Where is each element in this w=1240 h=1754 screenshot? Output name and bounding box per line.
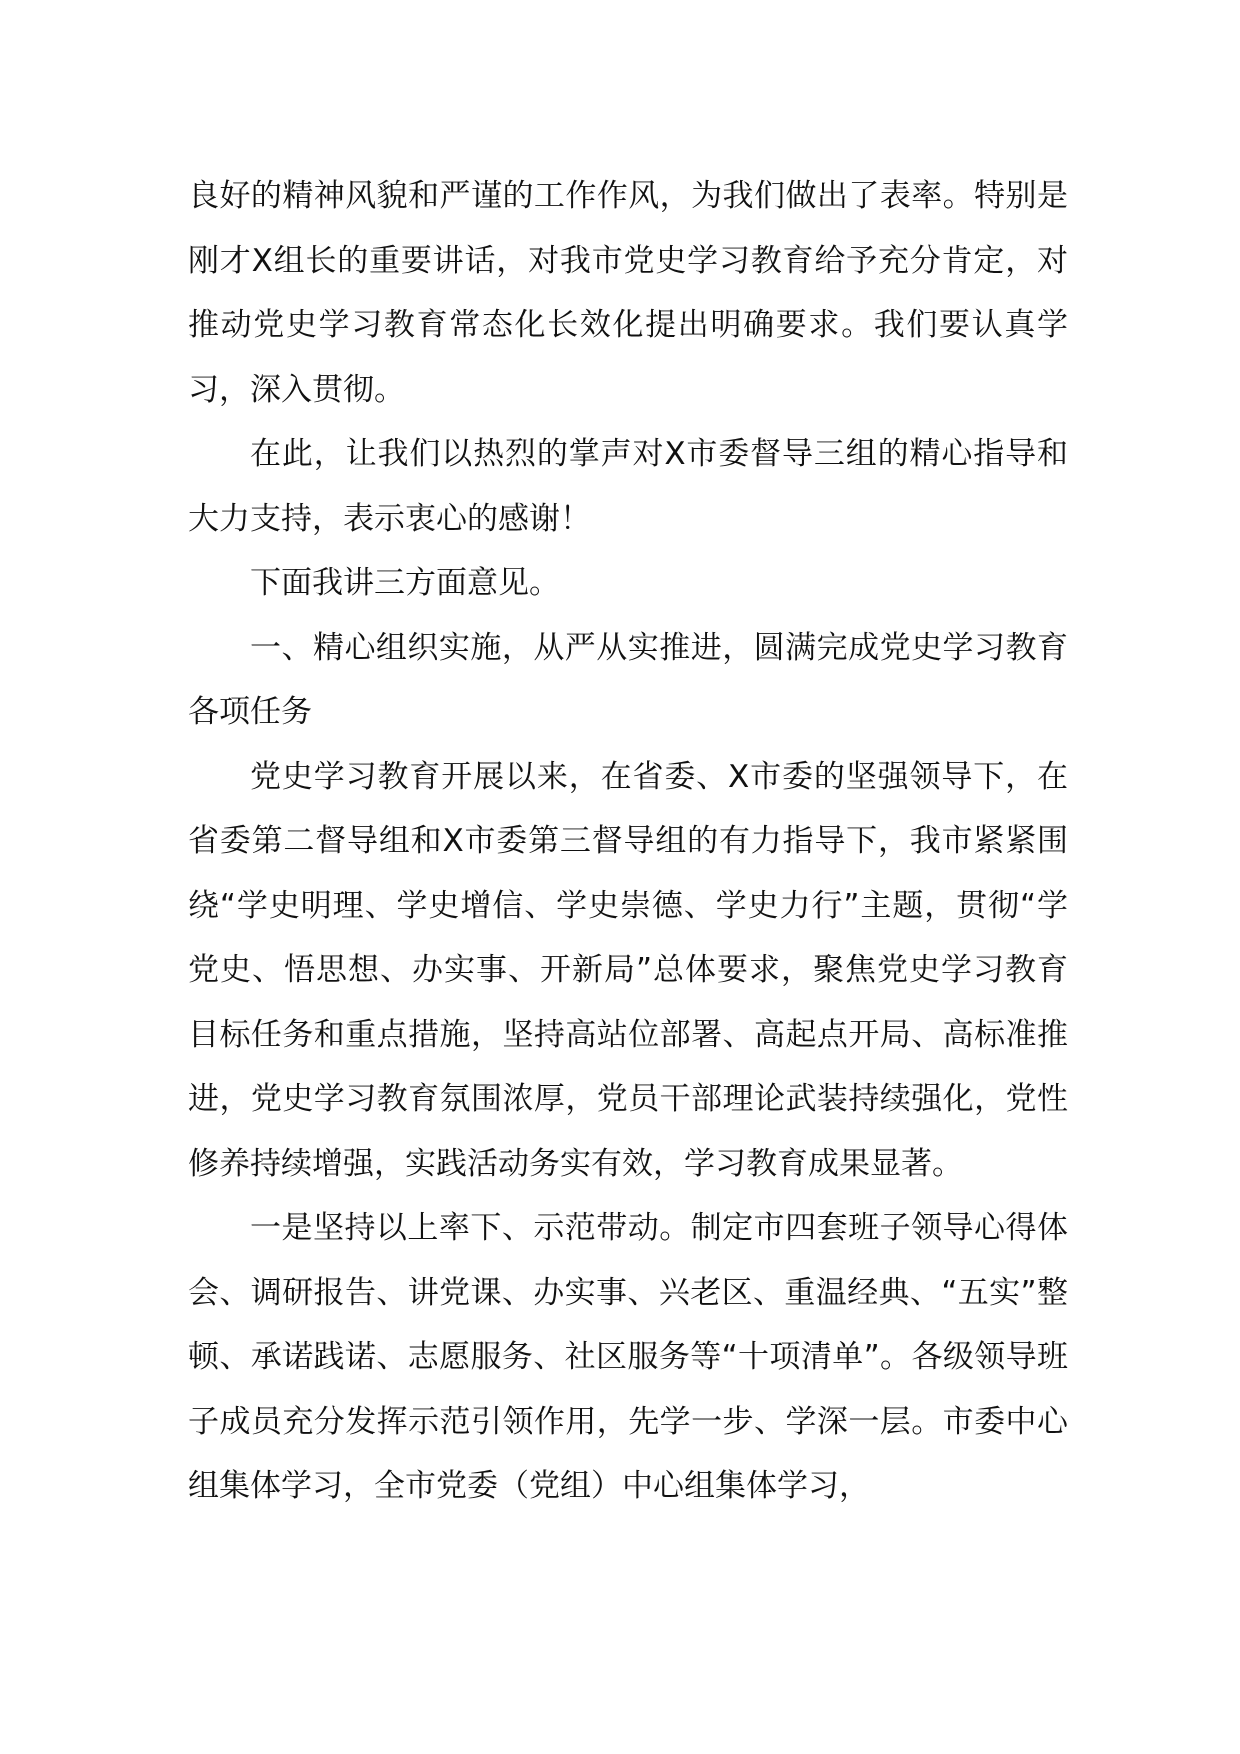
paragraph-5: 一是坚持以上率下、示范带动。制定市四套班子领导心得体会、调研报告、讲党课、办实事、兴老区、重温经典、“五实”整顿、承诺践诺、志愿服务、社区服务等“十项清单”。各级领导班子成员充分发挥示范引领作用，先学一步、学深一层。市委中心组集体学习，全市党委（党组）中心组集体学习， [188, 1210, 1068, 1504]
paragraph-3: 下面我讲三方面意见。 [250, 565, 560, 601]
body-text [188, 164, 1068, 1519]
section-heading-1: 一、精心组织实施，从严从实推进，圆满完成党史学习教育各项任务 [188, 629, 1068, 730]
paragraph-4: 党史学习教育开展以来，在省委、X市委的坚强领导下，在省委第二督导组和X市委第三督导组的有力指导下，我市紧紧围绕“学史明理、学史增信、学史崇德、学史力行”主题，贯彻“学党史、悟思想、办实事、开新局”总体要求，聚焦党史学习教育目标任务和重点措施，坚持高站位部署、高起点开局、高标准推进，党史学习教育氛围浓厚，党员干部理论武装持续强化，党性修养持续增强，实践活动务实有效，学习教育成果显著。 [188, 758, 1068, 1182]
paragraph-2: 在此，让我们以热烈的掌声对X市委督导三组的精心指导和大力支持，表示衷心的感谢！ [188, 436, 1068, 537]
paragraph-1: 良好的精神风貌和严谨的工作作风，为我们做出了表率。特别是刚才X组长的重要讲话，对我市党史学习教育给予充分肯定，对推动党史学习教育常态化长效化提出明确要求。我们要认真学习，深入贯彻。 [188, 178, 1068, 408]
